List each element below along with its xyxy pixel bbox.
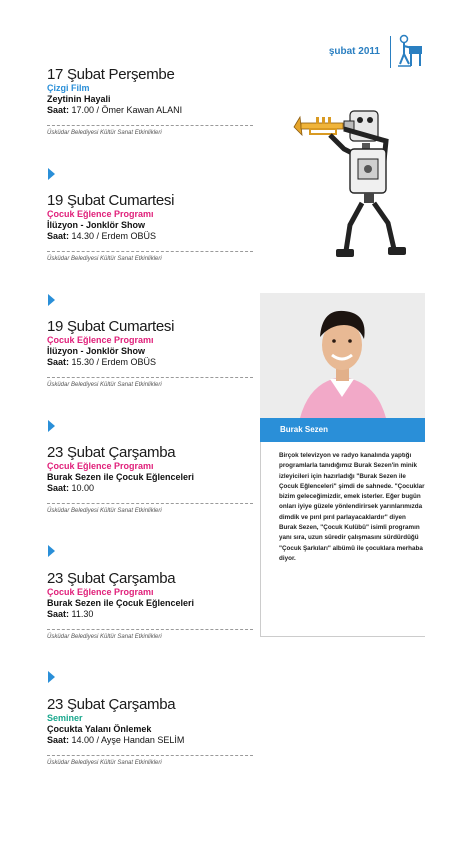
event-date: 23 Şubat Çarşamba [47,570,176,587]
event-time: Saat: 14.30 / Erdem OBÜS [47,231,157,241]
event-title: Zeytinin Hayali [47,94,111,104]
pianist-icon [395,34,423,70]
event-divider [47,755,253,756]
feature-bio-box [260,442,425,637]
event-category: Çocuk Eğlence Programı [47,587,154,597]
event-date: 19 Şubat Cumartesi [47,318,175,335]
event-category: Çocuk Eğlence Programı [47,209,154,219]
header-month: şubat 2011 [328,46,380,57]
feature-name: Burak Sezen [280,425,329,434]
event-date: 19 Şubat Cumartesi [47,192,175,209]
event-divider [47,629,253,630]
event-date: 23 Şubat Çarşamba [47,696,176,713]
event-time: Saat: 17.00 / Ömer Kawan ALANI [47,105,183,115]
bullet-arrow-icon [48,168,55,180]
event-footer: Üsküdar Belediyesi Kültür Sanat Etkinlikleri [47,382,162,388]
event-time: Saat: 11.30 [47,609,94,619]
event-item [47,696,257,766]
robot-trumpet-illustration [290,105,415,265]
bullet-arrow-icon [48,420,55,432]
event-footer: Üsküdar Belediyesi Kültür Sanat Etkinlikleri [47,760,162,766]
event-category: Seminer [47,713,83,723]
event-title: Burak Sezen ile Çocuk Eğlenceleri [47,598,195,608]
event-title: İlüzyon - Jonklör Show [47,346,146,356]
header-divider [390,36,391,68]
event-divider [47,125,253,126]
feature-caption-bar [260,418,425,442]
event-footer: Üsküdar Belediyesi Kültür Sanat Etkinlikleri [47,130,162,136]
event-time: Saat: 10.00 [47,483,95,493]
event-date: 17 Şubat Perşembe [47,66,175,83]
bullet-arrow-icon [48,545,55,557]
bullet-arrow-icon [48,294,55,306]
event-divider [47,251,253,252]
event-title: Çocukta Yalanı Önlemek [47,724,152,734]
event-footer: Üsküdar Belediyesi Kültür Sanat Etkinlikleri [47,634,162,640]
event-time: Saat: 15.30 / Erdem OBÜS [47,357,157,367]
feature-bio: Birçok televizyon ve radyo kanalında yaptığı programlarla tanıdığımız Burak Sezen'in minik izleyicileri için hazırladığı "Burak Sezen ile Çocuk Eğlenceleri" şimdi de sahnede. "Çocuklar bizim geleceğimizdir, emek isterler. Eğer bugün onları iyiye güzele yönlendirirsek yarınlarımızda dimdik ve pırıl pırıl parlayacaklardır" diyen Burak Sezen, "Çocuk Kulübü" isimli programın yanı sıra, uzun süredir çalışmasını sürdürdüğü "Çocuk Şarkıları" albümü ile çocuklara merhaba diyor. [279,452,425,562]
event-footer: Üsküdar Belediyesi Kültür Sanat Etkinlikleri [47,256,162,262]
event-divider [47,377,253,378]
event-divider [47,503,253,504]
trumpet-icon [294,117,343,135]
event-date: 23 Şubat Çarşamba [47,444,176,461]
bullet-arrow-icon [48,671,55,683]
event-item [47,318,257,388]
event-item [47,192,257,262]
event-title: Burak Sezen ile Çocuk Eğlenceleri [47,472,195,482]
event-item [47,66,257,136]
event-time: Saat: 14.00 / Ayşe Handan SELİM [47,735,185,745]
event-item [47,570,257,640]
event-category: Çocuk Eğlence Programı [47,461,154,471]
event-item [47,444,257,514]
burak-sezen-photo [260,293,425,418]
event-category: Çizgi Film [47,83,90,93]
event-footer: Üsküdar Belediyesi Kültür Sanat Etkinlikleri [47,508,162,514]
event-category: Çocuk Eğlence Programı [47,335,154,345]
event-title: İlüzyon - Jonklör Show [47,220,146,230]
